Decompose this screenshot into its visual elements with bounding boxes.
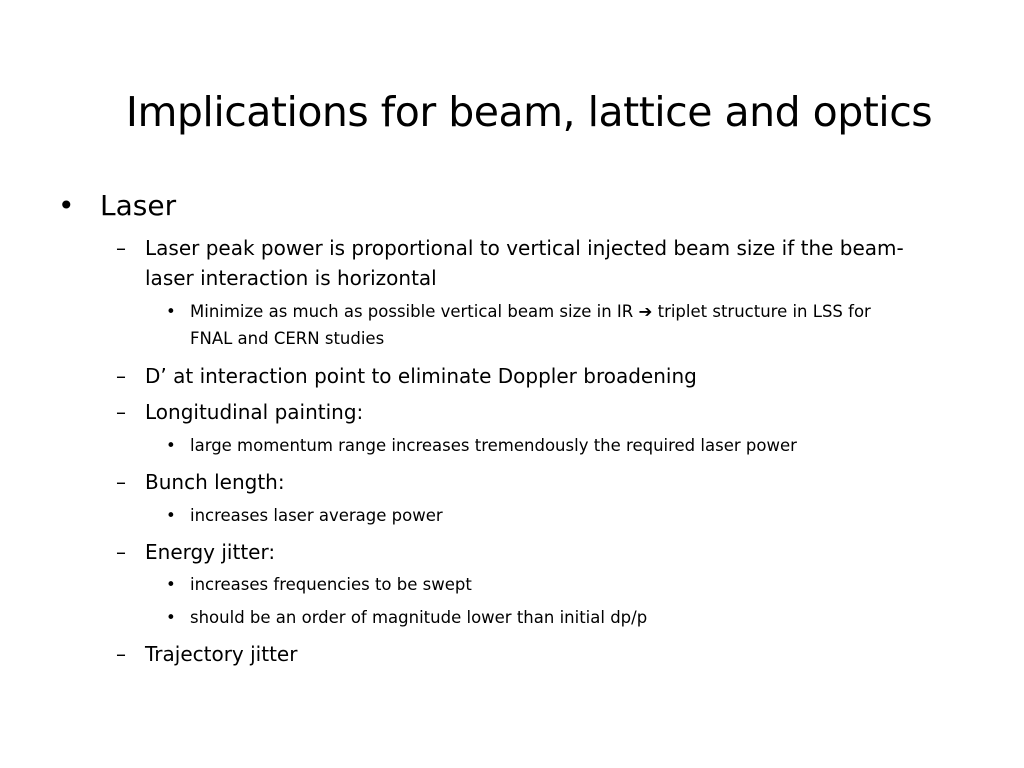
dot-marker: • <box>166 436 176 455</box>
dash-marker: – <box>116 642 126 666</box>
minimize-text-b: triplet structure in LSS for <box>657 302 871 321</box>
sub-bullet-peak-power-line1: Laser peak power is proportional to vertical injected beam size if the beam- <box>145 236 904 260</box>
detail-momentum: large momentum range increases tremendously the required laser power <box>190 436 797 455</box>
dot-marker: • <box>166 506 176 525</box>
sub-bullet-longitudinal: Longitudinal painting: <box>145 400 364 424</box>
sub-bullet-peak-power-line2: laser interaction is horizontal <box>145 266 437 290</box>
arrow-right-icon: ➔ <box>638 302 653 321</box>
dot-marker: • <box>166 608 176 627</box>
dash-marker: – <box>116 470 126 494</box>
detail-minimize-line1 <box>190 299 871 325</box>
sub-bullet-trajectory: Trajectory jitter <box>145 642 298 666</box>
sub-bullet-energy: Energy jitter: <box>145 540 276 564</box>
slide-title: Implications for beam, lattice and optics <box>125 88 933 136</box>
dot-marker: • <box>166 302 176 321</box>
dash-marker: – <box>116 400 126 424</box>
minimize-text-a: Minimize as much as possible vertical beam size in IR <box>190 302 634 321</box>
dot-marker: • <box>166 575 176 594</box>
dash-marker: – <box>116 236 126 260</box>
dash-marker: – <box>116 540 126 564</box>
bullet-marker: • <box>58 189 75 222</box>
detail-energy-1: increases frequencies to be swept <box>190 575 472 594</box>
sub-bullet-bunch: Bunch length: <box>145 470 285 494</box>
detail-minimize-line2: FNAL and CERN studies <box>190 329 385 348</box>
detail-bunch: increases laser average power <box>190 506 443 525</box>
bullet-laser: Laser <box>100 189 177 222</box>
dash-marker: – <box>116 364 126 388</box>
sub-bullet-dprime: D’ at interaction point to eliminate Doppler broadening <box>145 364 697 388</box>
detail-energy-2: should be an order of magnitude lower than initial dp/p <box>190 608 648 627</box>
